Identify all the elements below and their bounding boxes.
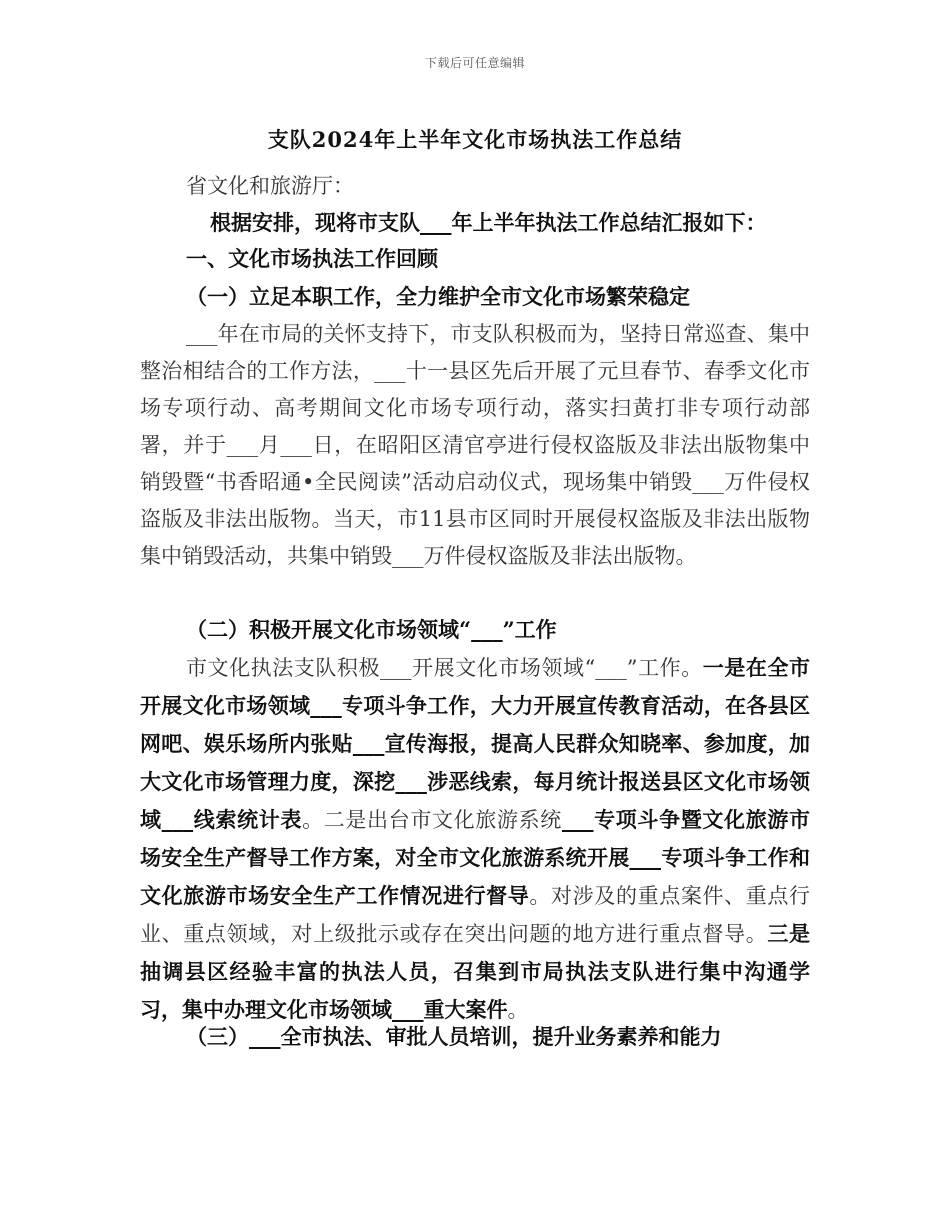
paragraph-text: 。二是出台市文化旅游系统 bbox=[302, 808, 562, 832]
lead-sentence: 根据安排，现将市支队___年上半年执法工作总结汇报如下： bbox=[210, 210, 767, 235]
paragraph-bold-text: 一是在全市开展文化市场领域___专项斗争工作，大力开展宣传教育活动，在各县区网吧、娱乐场所内张贴___宣传海报，提高人民群众知晓率、参加度，加大文化市场管理力度，深挖___涉恶线索，每月统计报送县区文化市场领域___线索统计表 bbox=[140, 655, 810, 832]
subsection-2-heading: （二）积极开展文化市场领域“___”工作 bbox=[186, 617, 557, 642]
salutation: 省文化和旅游厅： bbox=[186, 174, 354, 198]
paragraph-bold-text: 三是抽调县区经验丰富的执法人员，召集到市局执法支队进行集中沟通学习，集中办理文化市场领域___重大案件 bbox=[140, 921, 811, 1022]
paragraph-text: 。 bbox=[507, 998, 529, 1022]
paragraph-text: 市文化执法支队积极___开展文化市场领域“___”工作。 bbox=[186, 656, 703, 680]
subsection-1-paragraph: ___年在市局的关怀支持下，市支队积极而为，坚持日常巡查、集中整治相结合的工作方法，___十一县区先后开展了元旦春节、春季文化市场专项行动、高考期间文化市场专项行动，落实扫黄打非专项行动部署，并于___月___日，在昭阳区清官亭进行侵权盗版及非法出版物集中销毁暨“书香昭通•全民阅读”活动启动仪式，现场集中销毁___万件侵权盗版及非法出版物。当天，市11县市区同时开展侵权盗版及非法出版物集中销毁活动，共集中销毁___万件侵权盗版及非法出版物。 bbox=[140, 322, 810, 568]
page-header-note: 下载后可任意编辑 bbox=[424, 56, 525, 70]
paragraph-bold-text: ___专项斗争暨文化旅游市场安全生产督导工作方案，对全市文化旅游系统开展___专项斗争工作和文化旅游市场安全生产工作情况进行督导 bbox=[140, 807, 811, 908]
subsection-3-heading: （三）___全市执法、审批人员培训，提升业务素养和能力 bbox=[186, 1024, 722, 1049]
section-1-heading: 一、文化市场执法工作回顾 bbox=[186, 246, 438, 271]
subsection-1-heading: （一）立足本职工作，全力维护全市文化市场繁荣稳定 bbox=[186, 284, 690, 309]
paragraph-text: 。对涉及的重点案件、重点行业、重点领域，对上级批示或存在突出问题的地方进行重点督导。 bbox=[140, 884, 811, 946]
document-title: 支队2024年上半年文化市场执法工作总结 bbox=[267, 127, 683, 152]
subsection-2-paragraph bbox=[140, 649, 810, 1029]
